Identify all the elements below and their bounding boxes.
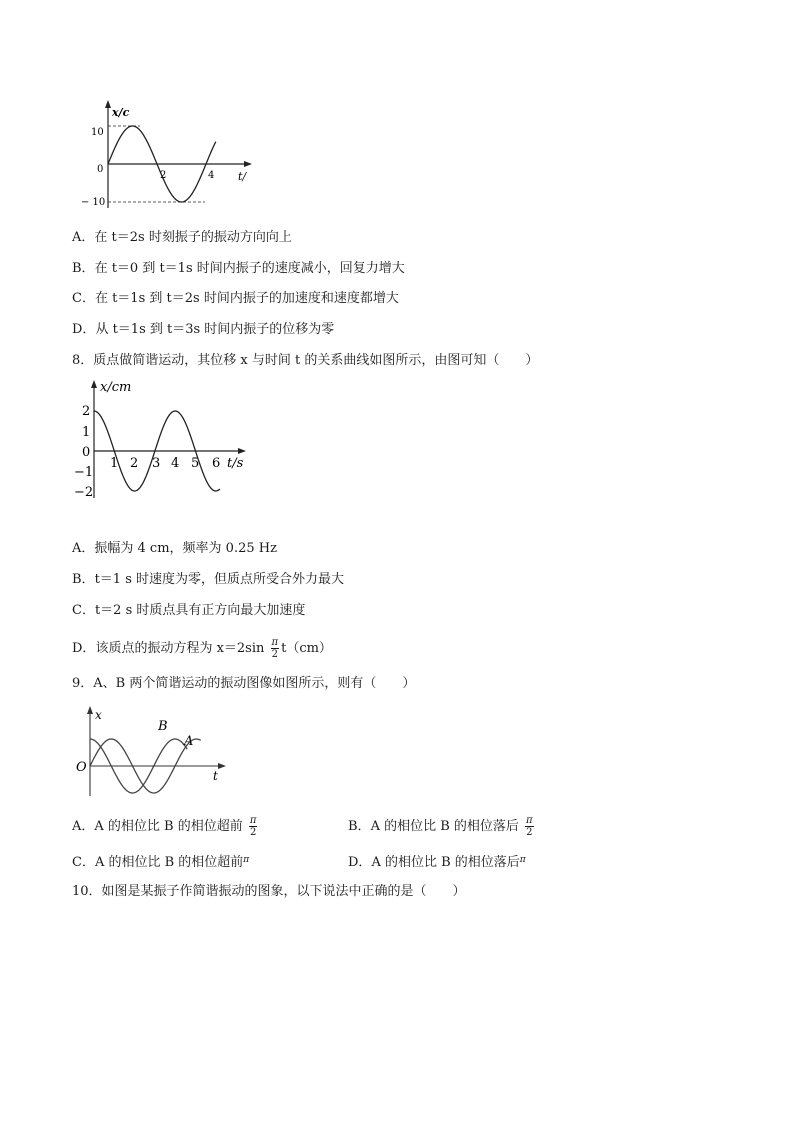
q7-option-b-letter: B． <box>72 261 95 276</box>
q9-option-a-letter: A． <box>72 819 95 834</box>
q9-option-a[interactable] <box>72 812 259 842</box>
q9-origin: O <box>76 760 87 775</box>
q8-stem: 8．质点做简谐运动，其位移 x 与时间 t 的关系曲线如图所示，由图可知（ ） <box>72 353 539 368</box>
q9-stem: 9．A、B 两个简谐运动的振动图像如图所示，则有（ ） <box>72 676 416 691</box>
q8-x-tick-2: 2 <box>130 456 139 471</box>
q9-option-c-text: A 的相位比 B 的相位超前 <box>94 855 244 870</box>
q9-option-a-text: A 的相位比 B 的相位超前 <box>94 819 243 834</box>
q8-option-d-frac-num: π <box>271 637 279 648</box>
q8-option-b[interactable] <box>72 572 344 588</box>
q7-option-a[interactable] <box>72 230 292 246</box>
q9-y-label: x <box>95 708 102 722</box>
q8-chart <box>72 376 252 504</box>
q7-option-b-text: 在 t＝0 到 t＝1s 时间内振子的速度减小，回复力增大 <box>94 261 405 276</box>
q8-x-tick-6: 6 <box>212 456 221 471</box>
q9-option-c[interactable] <box>72 852 249 871</box>
q8-x-tick-3: 3 <box>152 456 161 471</box>
q8-option-d-fraction <box>271 637 280 660</box>
q8-option-d-letter: D． <box>72 641 96 656</box>
q8-option-d-text: 该质点的振动方程为 x＝2sin <box>95 641 265 656</box>
q9-option-d-pi: π <box>519 855 526 865</box>
q8-option-c-text: t＝2 s 时质点具有正方向最大加速度 <box>94 603 306 618</box>
q9-option-a-frac-den: 2 <box>249 827 257 838</box>
q7-option-a-letter: A． <box>72 230 95 245</box>
q8-y-tick-1: 1 <box>82 425 91 440</box>
q8-y-tick-neg2: −2 <box>74 485 94 500</box>
q8-y-tick-0: 0 <box>82 445 91 460</box>
q9-option-b[interactable] <box>348 812 536 842</box>
q9-x-label: t <box>213 769 218 783</box>
graph1-x-label: t/ <box>238 170 247 183</box>
q8-option-a-text: 振幅为 4 cm，频率为 0.25 Hz <box>94 541 277 556</box>
q9-option-d-text: A 的相位比 B 的相位落后 <box>371 855 520 870</box>
q9-label-a: A <box>184 734 194 749</box>
graph1-tick-neg10: − 10 <box>81 197 106 208</box>
q8-x-label: t/s <box>227 456 244 471</box>
q9-label-b: B <box>158 719 168 734</box>
graph1-tick-2: 2 <box>160 170 167 181</box>
q7-option-d[interactable] <box>72 322 334 338</box>
q9-option-b-frac-den: 2 <box>526 827 533 838</box>
q10-stem: 10．如图是某振子作简谐振动的图象，以下说法中正确的是（ ） <box>72 884 466 899</box>
q8-option-c[interactable] <box>72 603 305 619</box>
q8-option-a-letter: A． <box>72 541 95 556</box>
q8-x-tick-1: 1 <box>110 456 119 471</box>
q7-option-c-letter: C． <box>72 291 95 306</box>
q9-option-d-letter: D． <box>348 855 372 870</box>
q8-option-a[interactable] <box>72 541 277 557</box>
q7-option-b[interactable] <box>72 261 405 277</box>
q9-option-b-letter: B． <box>348 819 371 834</box>
q8-option-b-text: t＝1 s 时速度为零，但质点所受合外力最大 <box>94 572 344 587</box>
q9-option-d[interactable] <box>348 852 526 871</box>
graph1-chart <box>80 98 260 213</box>
q9-option-c-letter: C． <box>72 855 95 870</box>
q9-option-b-frac-num: π <box>526 815 533 826</box>
graph1-tick-4: 4 <box>208 170 215 181</box>
q9-option-b-fraction <box>525 815 534 838</box>
q8-option-b-letter: B． <box>72 572 95 587</box>
q9-chart <box>74 704 234 800</box>
q8-option-d-frac-den: 2 <box>271 649 278 660</box>
q8-option-d-tail: t（cm） <box>281 641 332 656</box>
q9-option-b-text: A 的相位比 B 的相位落后 <box>370 819 519 834</box>
q8-x-tick-4: 4 <box>171 456 180 471</box>
q9-option-a-frac-num: π <box>249 815 257 826</box>
q8-y-tick-2: 2 <box>82 404 91 419</box>
q8-option-c-letter: C． <box>72 603 95 618</box>
q8-x-tick-5: 5 <box>191 456 200 471</box>
q9-option-a-fraction <box>249 815 258 838</box>
graph1-tick-10: 10 <box>91 127 104 138</box>
q7-option-c[interactable] <box>72 291 399 307</box>
graph1-tick-0: 0 <box>97 164 104 175</box>
q7-option-c-text: 在 t＝1s 到 t＝2s 时间内振子的加速度和速度都增大 <box>94 291 399 306</box>
q9-option-c-pi: π <box>243 855 250 865</box>
q8-y-label: x/cm <box>100 380 132 395</box>
graph1-y-label: x/c <box>112 106 130 119</box>
q7-option-a-text: 在 t＝2s 时刻振子的振动方向向上 <box>94 230 292 245</box>
q8-y-tick-neg1: −1 <box>74 465 94 480</box>
q7-option-d-letter: D． <box>72 322 96 337</box>
q8-option-d[interactable] <box>72 634 332 664</box>
q7-option-d-text: 从 t＝1s 到 t＝3s 时间内振子的位移为零 <box>95 322 335 337</box>
